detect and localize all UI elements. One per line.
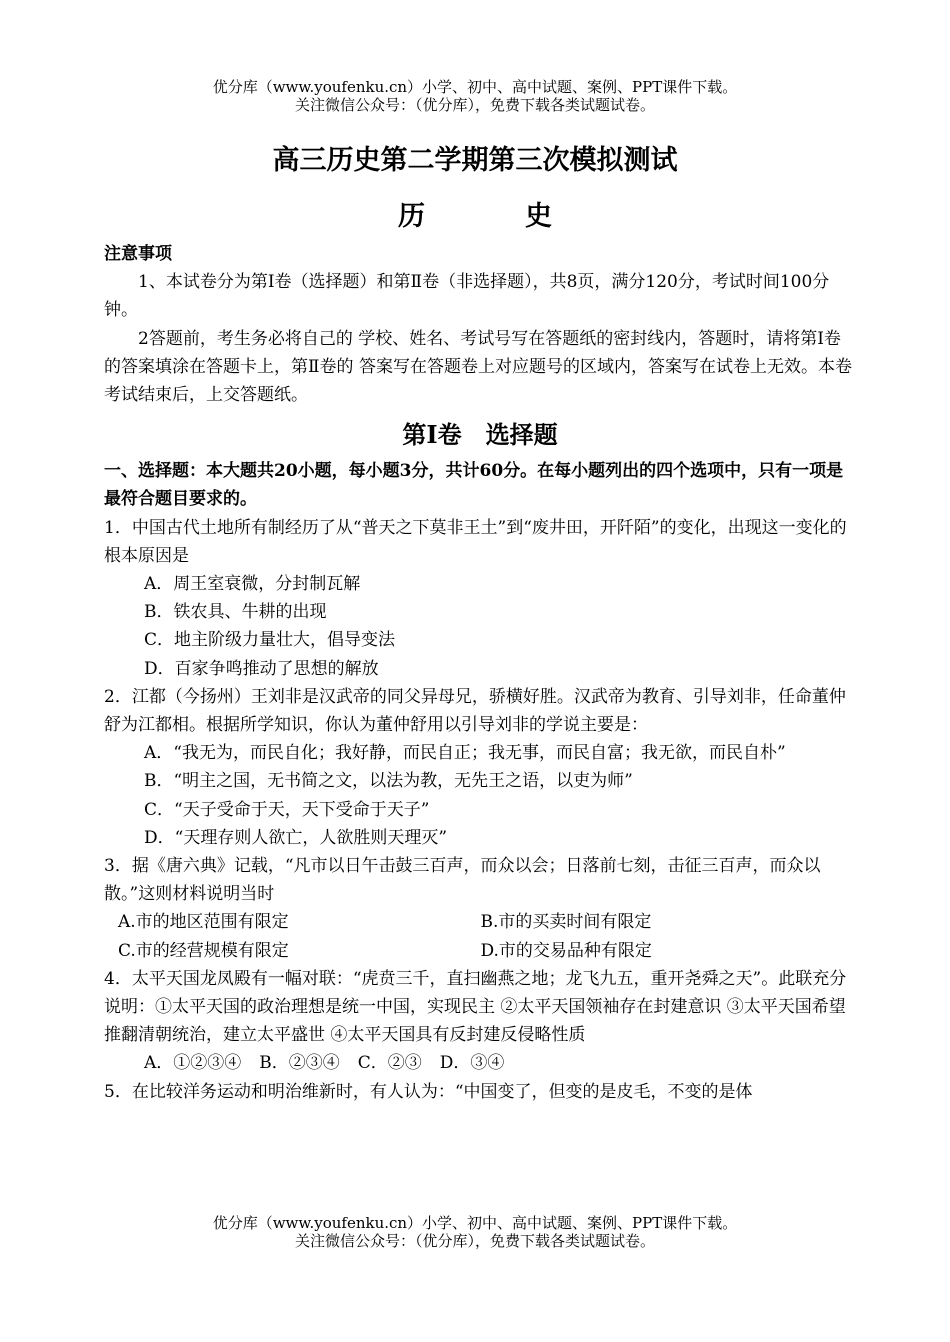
section-instruction: 一、选择题：本大题共20小题，每小题3分，共计60分。在每小题列出的四个选项中，只有一项是最符合题目要求的。 xyxy=(104,461,844,510)
question-4-option-a: A．①②③④ xyxy=(144,1053,242,1074)
subject-char-2: 史 xyxy=(525,201,552,232)
question-4-option-b: B．②③④ xyxy=(259,1053,340,1074)
section-title: 第Ⅰ卷 选择题 xyxy=(402,420,558,450)
question-1-option-c: C．地主阶级力量壮大，倡导变法 xyxy=(144,630,396,651)
question-1-stem: 1．中国古代土地所有制经历了从“普天之下莫非王土”到“废井田，开阡陌”的变化，出现这一变化的根本原因是 xyxy=(104,517,847,566)
notice-heading: 注意事项 xyxy=(104,244,172,264)
question-2-stem: 2．江都（今扬州）王刘非是汉武帝的同父异母兄，骄横好胜。汉武帝为教育、引导刘非，任命董仲舒为江都相。根据所学知识，你认为董仲舒用以引导刘非的学说主要是： xyxy=(104,686,846,736)
question-3-option-b: B.市的买卖时间有限定 xyxy=(480,912,652,933)
subject-title xyxy=(0,194,950,233)
header-line-2: 关注微信公众号：（优分库），免费下载各类试题试卷。 xyxy=(294,96,655,114)
question-3-stem: 3．据《唐六典》记载，“凡市以日午击鼓三百声，而众以会；日落前七刻，击征三百声，而众以散。”这则材料说明当时 xyxy=(104,856,821,905)
question-3-option-c: C.市的经营规模有限定 xyxy=(118,940,289,961)
question-3-option-d: D.市的交易品种有限定 xyxy=(480,940,652,961)
question-4-option-c: C．②③ xyxy=(357,1053,422,1074)
question-2-option-c: C．“天子受命于天，天下受命于天子” xyxy=(144,799,430,820)
question-3-option-a: A.市的地区范围有限定 xyxy=(118,912,289,933)
question-1-option-b: B．铁农具、牛耕的出现 xyxy=(144,602,327,623)
notice-item-1: 1、本试卷分为第Ⅰ卷（选择题）和第Ⅱ卷（非选择题），共8页，满分120分，考试时间100分钟。 xyxy=(104,272,830,321)
notice-item-2: 2答题前，考生务必将自己的 学校、姓名、考试号写在答题纸的密封线内，答题时，请将第Ⅰ卷的答案填涂在答题卡上，第Ⅱ卷的 答案写在答题卷上对应题号的区域内，答案写在试卷上无效。本卷考试结束后，上交答题纸。 xyxy=(104,328,852,406)
exam-title: 高三历史第二学期第三次模拟测试 xyxy=(272,145,678,176)
page-footer xyxy=(0,1214,950,1250)
footer-line-2: 关注微信公众号：（优分库），免费下载各类试题试卷。 xyxy=(294,1232,655,1250)
question-2-option-a: A．“我无为，而民自化；我好静，而民自正；我无事，而民自富；我无欲，而民自朴” xyxy=(144,743,786,764)
question-4-options xyxy=(104,1049,856,1077)
question-1-option-d: D．百家争鸣推动了思想的解放 xyxy=(144,658,379,679)
exam-body xyxy=(104,240,856,1106)
footer-line-1: 优分库（www.youfenku.cn）小学、初中、高中试题、案例、PPT课件下载。 xyxy=(212,1214,738,1232)
page-header xyxy=(0,78,950,114)
subject-char-1: 历 xyxy=(398,201,425,232)
question-2-option-d: D．“天理存则人欲亡，人欲胜则天理灭” xyxy=(144,827,448,848)
question-4-stem: 4．太平天国龙凤殿有一幅对联：“虎贲三千，直扫幽燕之地；龙飞九五，重开尧舜之天”。此联充分说明：①太平天国的政治理想是统一中国，实现民主 ②太平天国领袖存在封建意识 ③太平天国希望推翻清朝统治，建立太平盛世 ④太平天国具有反封建反侵略性质 xyxy=(104,968,847,1046)
question-4-option-d: D．③④ xyxy=(439,1053,505,1074)
question-2-option-b: B．“明主之国，无书简之文，以法为教，无先王之语，以吏为师” xyxy=(144,771,633,792)
question-3-options-row-2 xyxy=(104,937,856,965)
question-5-stem: 5．在比较洋务运动和明治维新时，有人认为：“中国变了，但变的是皮毛，不变的是体 xyxy=(104,1081,753,1102)
question-3-options-row-1 xyxy=(104,908,856,936)
header-line-1: 优分库（www.youfenku.cn）小学、初中、高中试题、案例、PPT课件下载。 xyxy=(212,78,738,96)
question-1-option-a: A．周王室衰微，分封制瓦解 xyxy=(144,574,361,595)
